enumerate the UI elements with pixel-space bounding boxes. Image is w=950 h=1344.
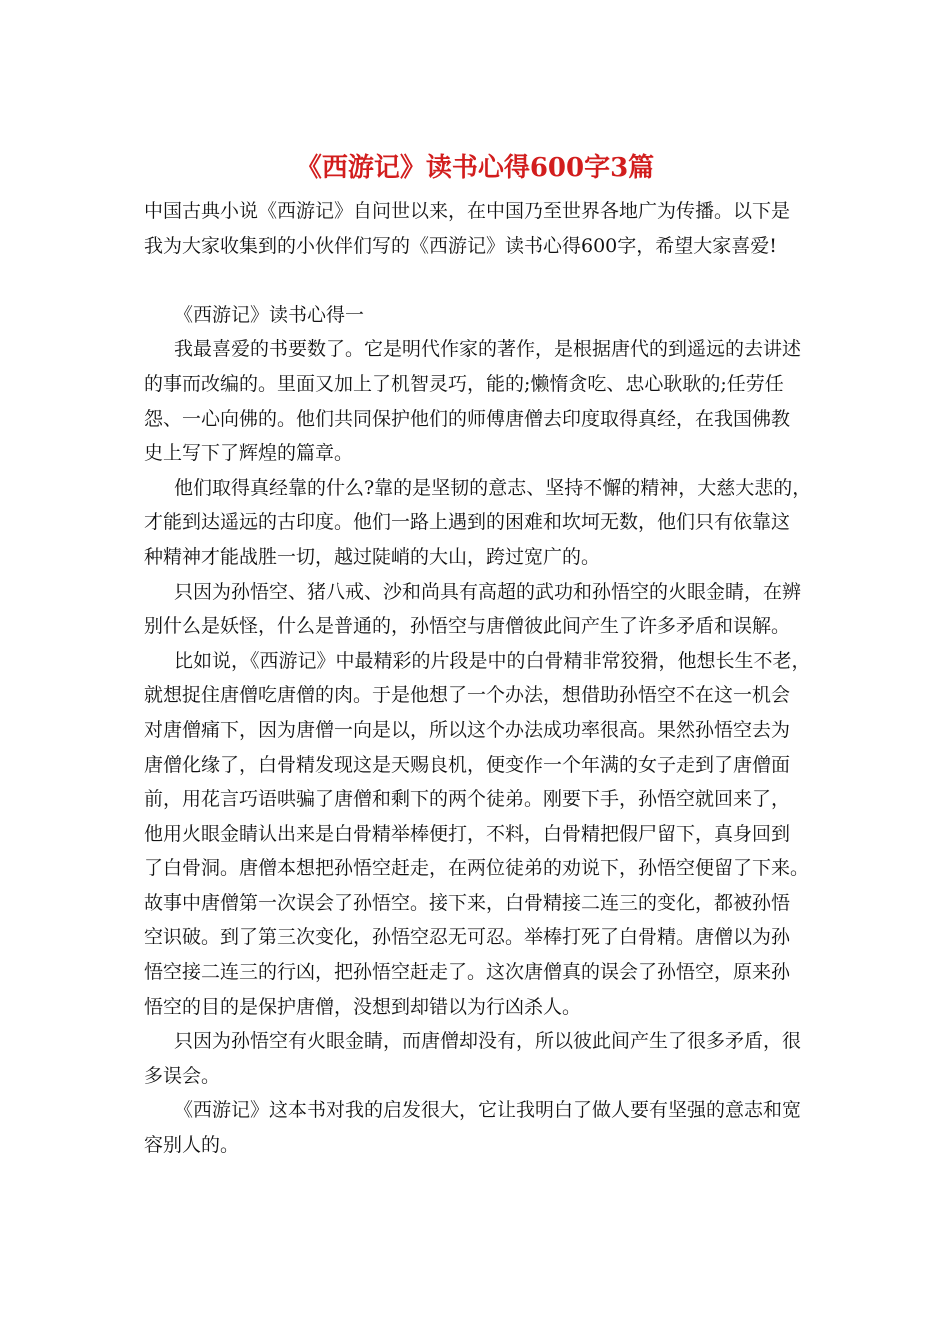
paragraph-line: 《西游记》这本书对我的启发很大，它让我明白了做人要有坚强的意志和宽: [174, 1099, 802, 1122]
document-body: [144, 194, 824, 1163]
paragraph-line: 了白骨洞。唐僧本想把孙悟空赶走，在两位徒弟的劝说下，孙悟空便留了下来。: [144, 857, 810, 880]
paragraph-line: 只因为孙悟空、猪八戒、沙和尚具有高超的武功和孙悟空的火眼金睛，在辨: [174, 580, 802, 603]
section-heading: 《西游记》读书心得一: [174, 303, 365, 326]
paragraph-line: 别什么是妖怪，什么是普通的，孙悟空与唐僧彼此间产生了许多矛盾和误解。: [144, 615, 791, 638]
paragraph-line: 空识破。到了第三次变化，孙悟空忍无可忍。举棒打死了白骨精。唐僧以为孙: [144, 926, 791, 949]
paragraph-line: 怨、一心向佛的。他们共同保护他们的师傅唐僧去印度取得真经，在我国佛教: [144, 407, 791, 430]
paragraph-line: 就想捉住唐僧吃唐僧的肉。于是他想了一个办法，想借助孙悟空不在这一机会: [144, 684, 791, 707]
document-title: 《西游记》读书心得600字3篇: [295, 153, 655, 183]
paragraph-line: 史上写下了辉煌的篇章。: [144, 442, 354, 465]
paragraph-line: 唐僧化缘了，白骨精发现这是天赐良机，便变作一个年满的女子走到了唐僧面: [144, 753, 791, 776]
paragraph-line: 他们取得真经靠的什么?靠的是坚韧的意志、坚持不懈的精神，大慈大悲的，: [174, 476, 812, 499]
blank-line: [144, 263, 824, 298]
paragraph-line: 多误会。: [144, 1064, 221, 1087]
paragraph-line: 前，用花言巧语哄骗了唐僧和剩下的两个徒弟。刚要下手，孙悟空就回来了，: [144, 788, 791, 811]
paragraph-line: 种精神才能战胜一切，越过陡峭的大山，跨过宽广的。: [144, 545, 601, 568]
paragraph-line: 悟空接二连三的行凶，把孙悟空赶走了。这次唐僧真的误会了孙悟空，原来孙: [144, 961, 791, 984]
paragraph-line: 才能到达遥远的古印度。他们一路上遇到的困难和坎坷无数，他们只有依靠这: [144, 511, 791, 534]
paragraph-line: 他用火眼金睛认出来是白骨精举棒便打，不料，白骨精把假尸留下，真身回到: [144, 822, 791, 845]
paragraph-line: 悟空的目的是保护唐僧，没想到却错以为行凶杀人。: [144, 995, 582, 1018]
paragraph-line: 只因为孙悟空有火眼金睛，而唐僧却没有，所以彼此间产生了很多矛盾，很: [174, 1030, 802, 1053]
intro-line: 我为大家收集到的小伙伴们写的《西游记》读书心得600字，希望大家喜爱!: [144, 234, 777, 257]
intro-line: 中国古典小说《西游记》自问世以来，在中国乃至世界各地广为传播。以下是: [144, 200, 791, 222]
paragraph-line: 我最喜爱的书要数了。它是明代作家的著作，是根据唐代的到遥远的去讲述: [174, 338, 802, 361]
paragraph-line: 对唐僧痛下，因为唐僧一向是以，所以这个办法成功率很高。果然孙悟空去为: [144, 718, 791, 741]
paragraph-line: 的事而改编的。里面又加上了机智灵巧，能的;懒惰贪吃、忠心耿耿的;任劳任: [144, 372, 784, 395]
paragraph-line: 故事中唐僧第一次误会了孙悟空。接下来，白骨精接二连三的变化，都被孙悟: [144, 891, 791, 914]
paragraph-line: 容别人的。: [144, 1134, 240, 1157]
paragraph-line: 比如说，《西游记》中最精彩的片段是中的白骨精非常狡猾，他想长生不老，: [174, 649, 811, 672]
